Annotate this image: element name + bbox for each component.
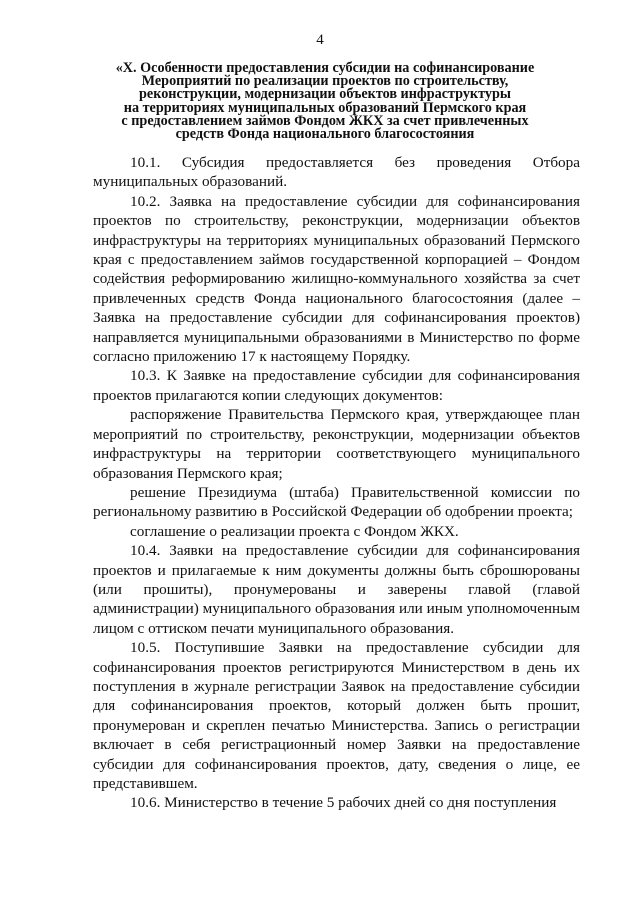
page-number: 4 bbox=[316, 32, 324, 48]
paragraph-10-6: 10.6. Министерство в течение 5 рабочих дней со дня поступления bbox=[130, 794, 557, 812]
heading-line: реконструкции, модернизации объектов инфраструктуры bbox=[139, 86, 511, 103]
heading-line: средств Фонда национального благосостояния bbox=[175, 126, 475, 143]
paragraph-10-3: 10.3. К Заявке на предоставление субсидии для софинансирования проектов прилагаются копии следующих документов: bbox=[93, 367, 580, 404]
document-list-item: распоряжение Правительства Пермского края, утверждающее план мероприятий по строительству, реконструкции, модернизации объектов инфраструктуры на территории соответствующего муниципального образования Пермского края; bbox=[93, 406, 580, 482]
document-list-item: решение Президиума (штаба) Правительственной комиссии по региональному развитию в Российской Федерации об одобрении проекта; bbox=[93, 483, 580, 521]
heading-line: Мероприятий по реализации проектов по строительству, bbox=[141, 73, 509, 90]
paragraph-10-2: 10.2. Заявка на предоставление субсидии для софинансирования проектов по строительству, реконструкции, модернизации объектов инфраструктуры на территориях муниципальных образований Пермского края с предоставлением займов государственной корпорацией – Фондом содействия реформированию жилищно-коммунального хозяйства за счет привлеченных средств Фонда национального благосостояния (далее – Заявка на предоставление субсидии для софинансирования проектов) направляется муниципальными образованиями в Министерство по форме согласно приложению 17 к настоящему Порядку. bbox=[93, 192, 580, 366]
heading-line: с предоставлением займов Фондом ЖКХ за счет привлеченных bbox=[121, 112, 529, 129]
document-list-item: соглашение о реализации проекта с Фондом ЖКХ. bbox=[130, 522, 459, 540]
paragraph-10-1: 10.1. Субсидия предоставляется без проведения Отбора муниципальных образований. bbox=[93, 154, 580, 191]
paragraph-10-5: 10.5. Поступившие Заявки на предоставление субсидии для софинансирования проектов регистрируются Министерством в день их поступления в журнале регистрации Заявок на предоставление субсидии для софинансирования проектов, который должен быть прошит, пронумерован и скреплен печатью Министерства. Запись о регистрации включает в себя регистрационный номер Заявки на предоставление субсидии для софинансирования проектов, дату, сведения о лице, ее представившем. bbox=[93, 639, 580, 792]
section-heading bbox=[95, 62, 555, 141]
document-body bbox=[93, 153, 580, 813]
heading-line: «X. Особенности предоставления субсидии на софинансирование bbox=[115, 60, 535, 76]
paragraph-10-4: 10.4. Заявки на предоставление субсидии для софинансирования проектов и прилагаемые к ним документы должны быть сброшюрованы (или прошиты), пронумерованы и заверены главой (главой администрации) муниципального образования или иным уполномоченным лицом с оттиском печати муниципального образования. bbox=[93, 542, 580, 637]
heading-line: на территориях муниципальных образований Пермского края bbox=[123, 99, 527, 116]
